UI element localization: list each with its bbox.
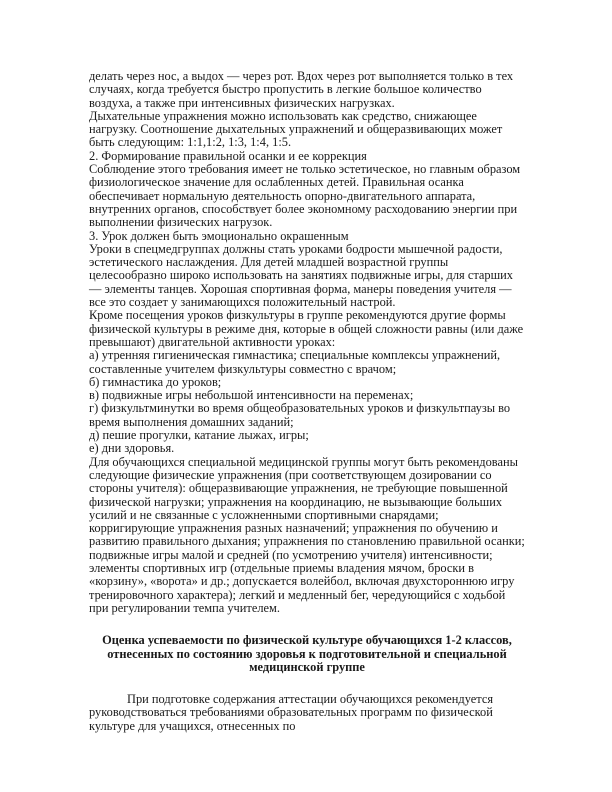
list-item-b: б) гимнастика до уроков;	[89, 374, 222, 389]
paragraph-assessment-intro: При подготовке содержания аттестации обучающихся рекомендуется руководствоваться требованиями образовательных программ по физической культуре для учащихся, отнесенных по	[89, 691, 494, 733]
paragraph-other-forms: Кроме посещения уроков физкультуры в группе рекомендуются другие формы физической культуры в режиме дня, которые в общей сложности равны (или даже превышают) двигательной активности уроках:	[89, 308, 524, 349]
paragraph-recommended-exercises: Для обучающихся специальной медицинской группы могут быть рекомендованы следующие физические упражнения (при соответствующем дозировании со стороны учителя): общеразвивающие упражнения, не требующие повышенной физической нагрузки; упражнения на координацию, не вызывающие больших усилий и не связанные с усложненными спортивными снарядами; корригирующие упражнения разных назначений; упражнения по обучению и развитию правильного дыхания; упражнения по становлению правильной осанки; подвижные игры малой и средней (по усмотрению учителя) интенсивности; элементы спортивных игр (отдельные приемы владения мячом, броски в «корзину», «ворота» и др.; допускается волейбол, включая двухстороннюю игру тренировочного характера); легкий и медленный бег, чередующийся с ходьбой при регулировании темпа учителем.	[89, 454, 525, 615]
section-heading-assessment: Оценка успеваемости по физической культуре обучающихся 1-2 классов, отнесенных по состоянию здоровья к подготовительной и специальной медицинской группе	[102, 633, 512, 675]
section-heading-emotional: 3. Урок должен быть эмоционально окрашенным	[89, 228, 349, 243]
paragraph-breathing-exercises: Дыхательные упражнения можно использовать как средство, снижающее нагрузку. Соотношение дыхательных упражнений и общеразвивающих может быть следующим: 1:1,1:2, 1:3, 1:4, 1:5.	[89, 108, 503, 150]
list-item-e: е) дни здоровья.	[89, 441, 175, 456]
paragraph-breathing: делать через нос, а выдох — через рот. Вдох через рот выполняется только в тех случаях, когда требуется быстро пропустить в легкие большое количество воздуха, а также при интенсивных физических нагрузках.	[89, 69, 514, 110]
list-item-g: г) физкультминутки во время общеобразовательных уроков и физкультпаузы во время выполнения домашних заданий;	[89, 401, 511, 429]
paragraph-emotional: Уроки в спецмедгруппах должны стать уроками бодрости мышечной радости, эстетического наслаждения. Для детей младшей возрастной группы целесообразно широко использовать на занятиях подвижные игры, для старших — элементы танцев. Хорошая спортивная форма, манеры поведения учителя — все это создает у занимающихся положительный настрой.	[89, 241, 513, 310]
document-body	[89, 70, 525, 733]
list-item-v: в) подвижные игры небольшой интенсивности на переменах;	[89, 388, 414, 403]
paragraph-posture: Соблюдение этого требования имеет не только эстетическое, но главным образом физиологическое значение для ослабленных детей. Правильная осанка обеспечивает нормальную деятельность опорно-двигательного аппарата, внутренних органов, способствует более экономному расходованию энергии при выполнении физических нагрузок.	[89, 162, 521, 230]
list-item-a: а) утренняя гигиеническая гимнастика; специальные комплексы упражнений, составленные учителем физкультуры совместно с врачом;	[89, 348, 501, 376]
section-heading-posture: 2. Формирование правильной осанки и ее коррекция	[89, 148, 367, 163]
list-item-d: д) пешие прогулки, катание лыжах, игры;	[89, 428, 309, 443]
